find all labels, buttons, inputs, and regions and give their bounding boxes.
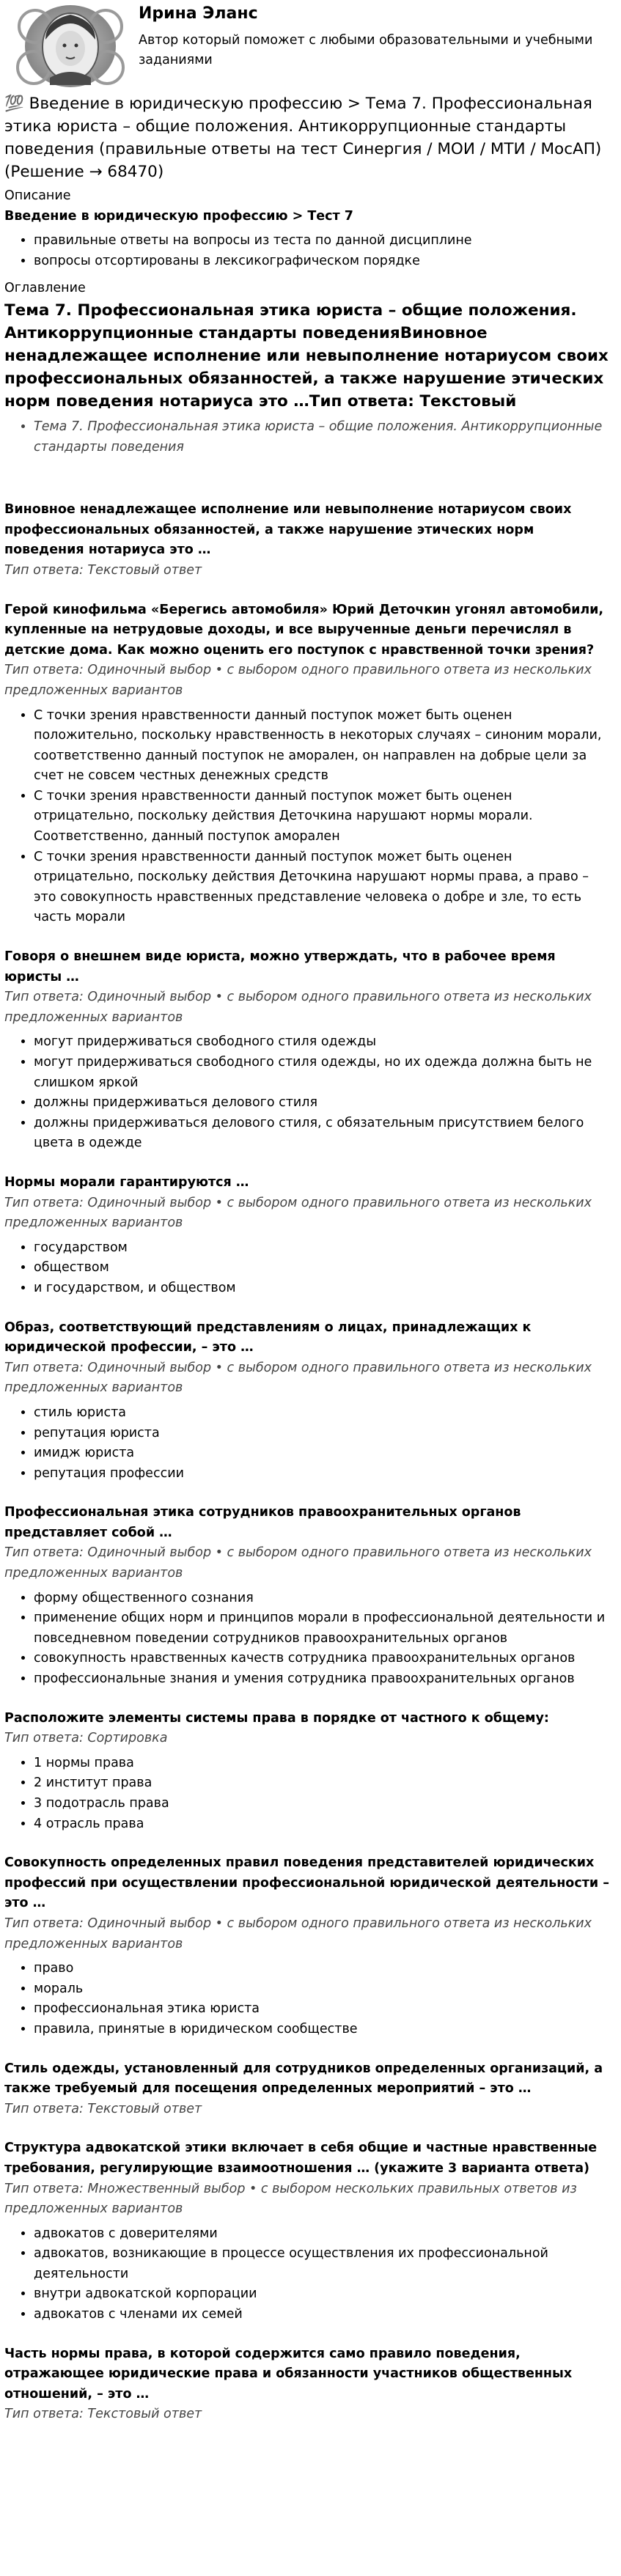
question <box>4 1318 611 1484</box>
answer-option: • стиль юриста <box>34 1403 611 1424</box>
answer-option: • С точки зрения нравственности данный поступок может быть оценен положительно, поскольку нравственность в некоторых случаях – синоним морали, соответственно данный поступок не аморален, он направлен на добрые цели за счет не совсем честных денежных средств <box>34 706 611 787</box>
answer-options <box>4 706 611 929</box>
question <box>4 947 611 1154</box>
answer-type: Тип ответа: Текстовый ответ <box>4 2101 202 2116</box>
question-text: Расположите элементы системы права в порядке от частного к общему: <box>4 1710 549 1726</box>
list-item: • правильные ответы на вопросы из теста по данной дисциплине <box>34 231 611 251</box>
answer-options <box>4 1589 611 1690</box>
answer-type: Тип ответа: Одиночный выбор • с выбором одного правильного ответа из нескольких предложенных вариантов <box>4 990 592 1025</box>
question-text: Нормы морали гарантируются … <box>4 1174 249 1190</box>
answer-option: • 3 подотрасль права <box>34 1794 611 1814</box>
question <box>4 1853 611 2039</box>
description-list <box>4 231 611 271</box>
answer-option: • адвокатов, возникающие в процессе осуществления их профессиональной деятельности <box>34 2244 611 2284</box>
question-text: Структура адвокатской этики включает в себя общие и частные нравственные требования, регулирующие взаимоотношения … (укажите 3 варианта ответа) <box>4 2141 598 2176</box>
answer-option: • правила, принятые в юридическом сообществе <box>34 2020 611 2040</box>
toc-item[interactable]: • Тема 7. Профессиональная этика юриста – общие положения. Антикоррупционные стандарты поведения <box>34 417 611 457</box>
answer-option: • форму общественного сознания <box>34 1589 611 1609</box>
author-header <box>4 0 611 92</box>
answer-type: Тип ответа: Множественный выбор • с выбором нескольких правильных ответов из предложенных вариантов <box>4 2181 577 2217</box>
answer-option: • адвокатов с членами их семей <box>34 2305 611 2325</box>
answer-option: • могут придерживаться свободного стиля одежды <box>34 1032 611 1053</box>
toc-label: Оглавление <box>4 281 86 296</box>
answer-option: • могут придерживаться свободного стиля одежды, но их одежда должна быть не слишком яркой <box>34 1053 611 1093</box>
answer-option: • право <box>34 1959 611 1979</box>
question <box>4 1173 611 1299</box>
question <box>4 1503 611 1689</box>
answer-option: • внутри адвокатской корпорации <box>34 2284 611 2305</box>
answer-option: • и государством, и обществом <box>34 1278 611 1299</box>
questions <box>4 500 611 2425</box>
question-text: Профессиональная этика сотрудников правоохранительных органов представляет собой … <box>4 1505 521 1540</box>
answer-option: • совокупность нравственных качеств сотрудника правоохранительных органов <box>34 1649 611 1669</box>
answer-option: • обществом <box>34 1258 611 1278</box>
answer-type: Тип ответа: Текстовый ответ <box>4 2407 202 2422</box>
answer-option: • применение общих норм и принципов морали в профессиональной деятельности и повседневном поведении сотрудников правоохранительных органов <box>34 1608 611 1649</box>
answer-type: Тип ответа: Одиночный выбор • с выбором одного правильного ответа из нескольких предложенных вариантов <box>4 1195 592 1231</box>
author-description: Автор который поможет с любыми образовательными и учебными заданиями <box>139 33 593 67</box>
answer-options <box>4 1753 611 1834</box>
toc-list <box>4 417 611 457</box>
answer-type: Тип ответа: Одиночный выбор • с выбором одного правильного ответа из нескольких предложенных вариантов <box>4 663 592 698</box>
answer-option: • мораль <box>34 1979 611 2000</box>
answer-type: Тип ответа: Одиночный выбор • с выбором одного правильного ответа из нескольких предложенных вариантов <box>4 1545 592 1581</box>
answer-option: • профессиональные знания и умения сотрудника правоохранительных органов <box>34 1669 611 1690</box>
question-text: Часть нормы права, в которой содержится само правило поведения, отражающее юридические права и обязанности участников общественных отношений, – это … <box>4 2346 573 2402</box>
answer-option: • С точки зрения нравственности данный поступок может быть оценен отрицательно, поскольку действия Деточкина нарушают нормы морали. Соответственно, данный поступок аморален <box>34 787 611 847</box>
question-text: Виновное ненадлежащее исполнение или невыполнение нотариусом своих профессиональных обязанностей, а также нарушение этических норм поведения нотариуса это … <box>4 502 572 558</box>
question-text: Совокупность определенных правил поведения представителей юридических профессий при осуществлении профессиональной юридической деятельности – это … <box>4 1855 609 1911</box>
question <box>4 2344 611 2425</box>
answer-options <box>4 1403 611 1484</box>
answer-option: • должны придерживаться делового стиля <box>34 1093 611 1114</box>
answer-option: • государством <box>34 1238 611 1259</box>
answer-options <box>4 1032 611 1154</box>
list-item: • вопросы отсортированы в лексикографическом порядке <box>34 251 611 272</box>
question-text: Герой кинофильма «Берегись автомобиля» Юрий Деточкин угонял автомобили, купленные на нетрудовые доходы, и все вырученные деньги перечислял в детские дома. Как можно оценить его поступок с нравственной точки зрения? <box>4 602 604 658</box>
answer-type: Тип ответа: Сортировка <box>4 1731 168 1746</box>
question <box>4 500 611 581</box>
question-text: Говоря о внешнем виде юриста, можно утверждать, что в рабочее время юристы … <box>4 949 556 985</box>
answer-option: • 2 институт права <box>34 1773 611 1794</box>
description-heading: Введение в юридическую профессию > Тест 7 <box>4 208 353 224</box>
answer-option: • должны придерживаться делового стиля, с обязательным присутствием белого цвета в одежде <box>34 1114 611 1154</box>
answer-options <box>4 1238 611 1299</box>
question <box>4 2059 611 2120</box>
question-text: Стиль одежды, установленный для сотрудников определенных организаций, а также требуемый для посещения определенных мероприятий – это … <box>4 2061 603 2097</box>
answer-option: • С точки зрения нравственности данный поступок может быть оценен отрицательно, поскольку действия Деточкина нарушают нормы права, а право – это совокупность нравственных представление человека о добре и зле, то есть часть морали <box>34 847 611 928</box>
answer-option: • 1 нормы права <box>34 1753 611 1774</box>
description-label: Описание <box>4 188 71 203</box>
toc-title: Тема 7. Профессиональная этика юриста – общие положения. Антикоррупционные стандарты поведенияВиновное ненадлежащее исполнение или невыполнение нотариусом своих профессиональных обязанностей, а также нарушение этических норм поведения нотариуса это …Тип ответа: Текстовый <box>4 301 609 411</box>
answer-option: • имидж юриста <box>34 1443 611 1464</box>
author-info <box>139 0 611 70</box>
question <box>4 600 611 929</box>
answer-type: Тип ответа: Одиночный выбор • с выбором одного правильного ответа из нескольких предложенных вариантов <box>4 1360 592 1396</box>
answer-type: Тип ответа: Текстовый ответ <box>4 562 202 578</box>
author-avatar[interactable] <box>9 4 132 88</box>
question-text: Образ, соответствующий представлениям о лицах, принадлежащих к юридической профессии, – это … <box>4 1320 532 1355</box>
author-name[interactable]: Ирина Эланс <box>139 4 258 23</box>
answer-options <box>4 2224 611 2325</box>
answer-option: • репутация профессии <box>34 1464 611 1484</box>
answer-option: • 4 отрасль права <box>34 1814 611 1835</box>
answer-option: • репутация юриста <box>34 1424 611 1444</box>
question <box>4 1709 611 1835</box>
question <box>4 2138 611 2325</box>
answer-type: Тип ответа: Одиночный выбор • с выбором одного правильного ответа из нескольких предложенных вариантов <box>4 1916 592 1951</box>
answer-option: • профессиональная этика юриста <box>34 1999 611 2020</box>
answer-option: • адвокатов с доверителями <box>34 2224 611 2245</box>
page-title: 💯 Введение в юридическую профессию > Тема 7. Профессиональная этика юриста – общие положения. Антикоррупционные стандарты поведения (правильные ответы на тест Синергия / МОИ / МТИ / МосАП) (Решение → 68470) <box>4 95 602 181</box>
answer-options <box>4 1959 611 2039</box>
